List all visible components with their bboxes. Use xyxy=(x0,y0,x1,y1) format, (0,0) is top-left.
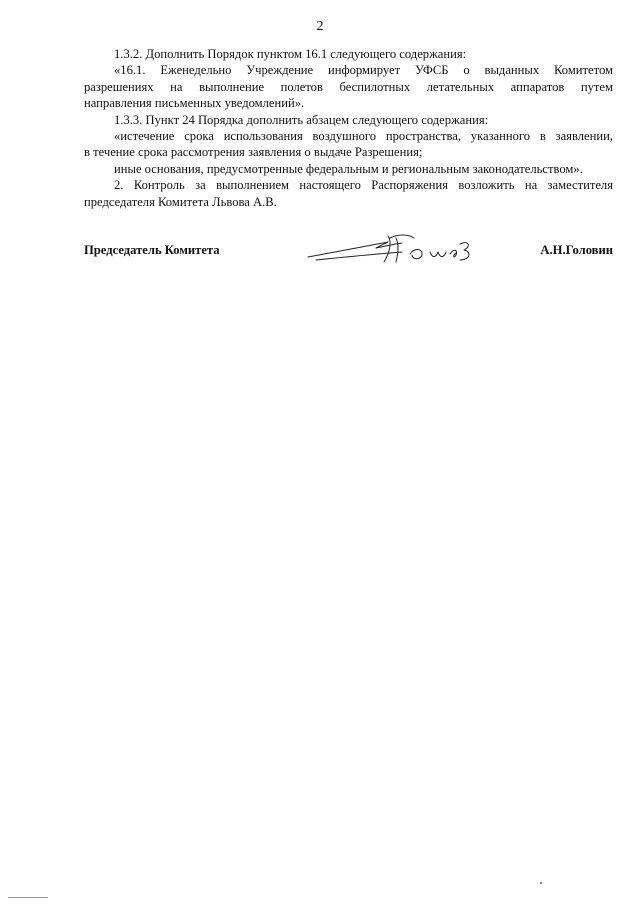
paragraph-16-1-line-3: направления письменных уведомлений». xyxy=(84,96,305,111)
paragraph-1-3-3: 1.3.3. Пункт 24 Порядка дополнить абзацем следующего содержания: xyxy=(114,112,489,127)
scan-edge-mark xyxy=(8,897,48,898)
paragraph-quote-line-1: «истечение срока использования воздушного пространства, указанного в заявлении, xyxy=(114,129,613,144)
signatory-title: Председатель Комитета xyxy=(84,243,220,257)
page-number: 2 xyxy=(316,19,324,34)
paragraph-16-1-line-1: «16.1. Еженедельно Учреждение информирует УФСБ о выданных Комитетом xyxy=(114,63,613,78)
paragraph-2-line-2: председателя Комитета Львова А.В. xyxy=(84,194,277,209)
scan-dot-mark xyxy=(540,882,542,884)
paragraph-2-line-1: 2. Контроль за выполнением настоящего Распоряжения возложить на заместителя xyxy=(114,178,613,193)
paragraph-16-1-line-2: разрешениях на выполнение полетов беспилотных летательных аппаратов путем xyxy=(84,79,613,94)
handwritten-signature xyxy=(306,230,476,266)
paragraph-other-grounds: иные основания, предусмотренные федеральным и региональным законодательством». xyxy=(114,161,583,176)
paragraph-1-3-2: 1.3.2. Дополнить Порядок пунктом 16.1 следующего содержания: xyxy=(114,47,467,61)
paragraph-quote-line-2: в течение срока рассмотрения заявления о выдаче Разрешения; xyxy=(84,145,423,160)
signature-block xyxy=(84,240,613,264)
document-body xyxy=(84,46,613,210)
signatory-name: А.Н.Головин xyxy=(540,243,613,257)
